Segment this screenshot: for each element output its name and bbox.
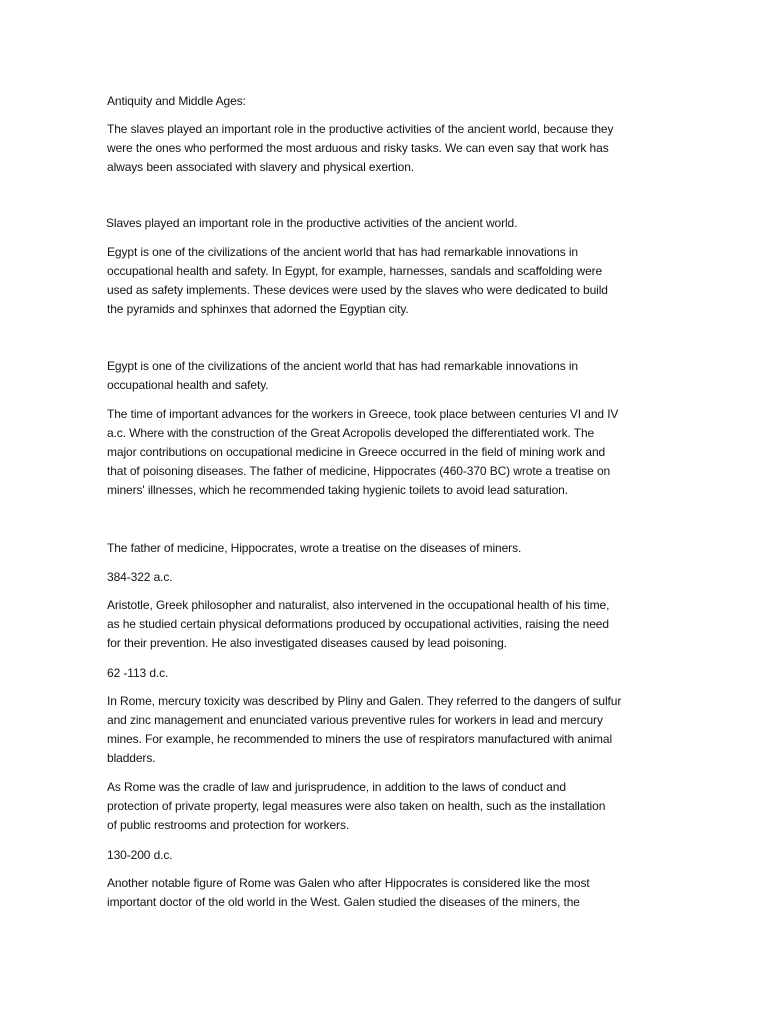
paragraph-aristotle: Aristotle, Greek philosopher and naturalist, also intervened in the occupational health of his time, as he studied certain physical deformations produced by occupational activities, raising the need for their prevention. He also investigated diseases caused by lead poisoning. (107, 598, 610, 650)
paragraph-rome-mercury: In Rome, mercury toxicity was described by Pliny and Galen. They referred to the dangers of sulfur and zinc management and enunciated various preventive rules for workers in lead and mercury mines. For example, he recommended to miners the use of respirators manufactured with animal bladders. (107, 694, 622, 765)
paragraph-greece-advances: The time of important advances for the workers in Greece, took place between centuries VI and IV a.c. Where with the construction of the Great Acropolis developed the differentiated work. The major contributions on occupational medicine in Greece occurred in the field of mining work and that of poisoning diseases. The father of medicine, Hippocrates (460-370 BC) wrote a treatise on miners' illnesses, which he recommended taking hygienic toilets to avoid lead saturation. (107, 407, 619, 497)
paragraph-slaves-role: The slaves played an important role in the productive activities of the ancient world, because they were the ones who performed the most arduous and risky tasks. We can even say that work has always been associated with slavery and physical exertion. (107, 122, 614, 174)
date-heading-galen: 130-200 d.c. (107, 848, 173, 862)
paragraph-egypt-summary: Egypt is one of the civilizations of the ancient world that has had remarkable innovations in occupational health and safety. (107, 359, 578, 392)
paragraph-hippocrates-summary: The father of medicine, Hippocrates, wrote a treatise on the diseases of miners. (107, 541, 522, 555)
paragraph-rome-law: As Rome was the cradle of law and jurisprudence, in addition to the laws of conduct and protection of private property, legal measures were also taken on health, such as the installation of public restrooms and protection for workers. (107, 780, 606, 832)
paragraph-slaves-summary: Slaves played an important role in the productive activities of the ancient world. (106, 216, 518, 230)
date-heading-pliny: 62 -113 d.c. (107, 666, 169, 680)
paragraph-egypt-innovations: Egypt is one of the civilizations of the ancient world that has had remarkable innovations in occupational health and safety. In Egypt, for example, harnesses, sandals and scaffolding were used as safety implements. These devices were used by the slaves who were dedicated to build the pyramids and sphinxes that adorned the Egyptian city. (107, 245, 608, 316)
document-heading: Antiquity and Middle Ages: (107, 94, 246, 108)
date-heading-aristotle: 384-322 a.c. (107, 570, 173, 584)
paragraph-galen: Another notable figure of Rome was Galen who after Hippocrates is considered like the most important doctor of the old world in the West. Galen studied the diseases of the miners, the (107, 876, 590, 909)
